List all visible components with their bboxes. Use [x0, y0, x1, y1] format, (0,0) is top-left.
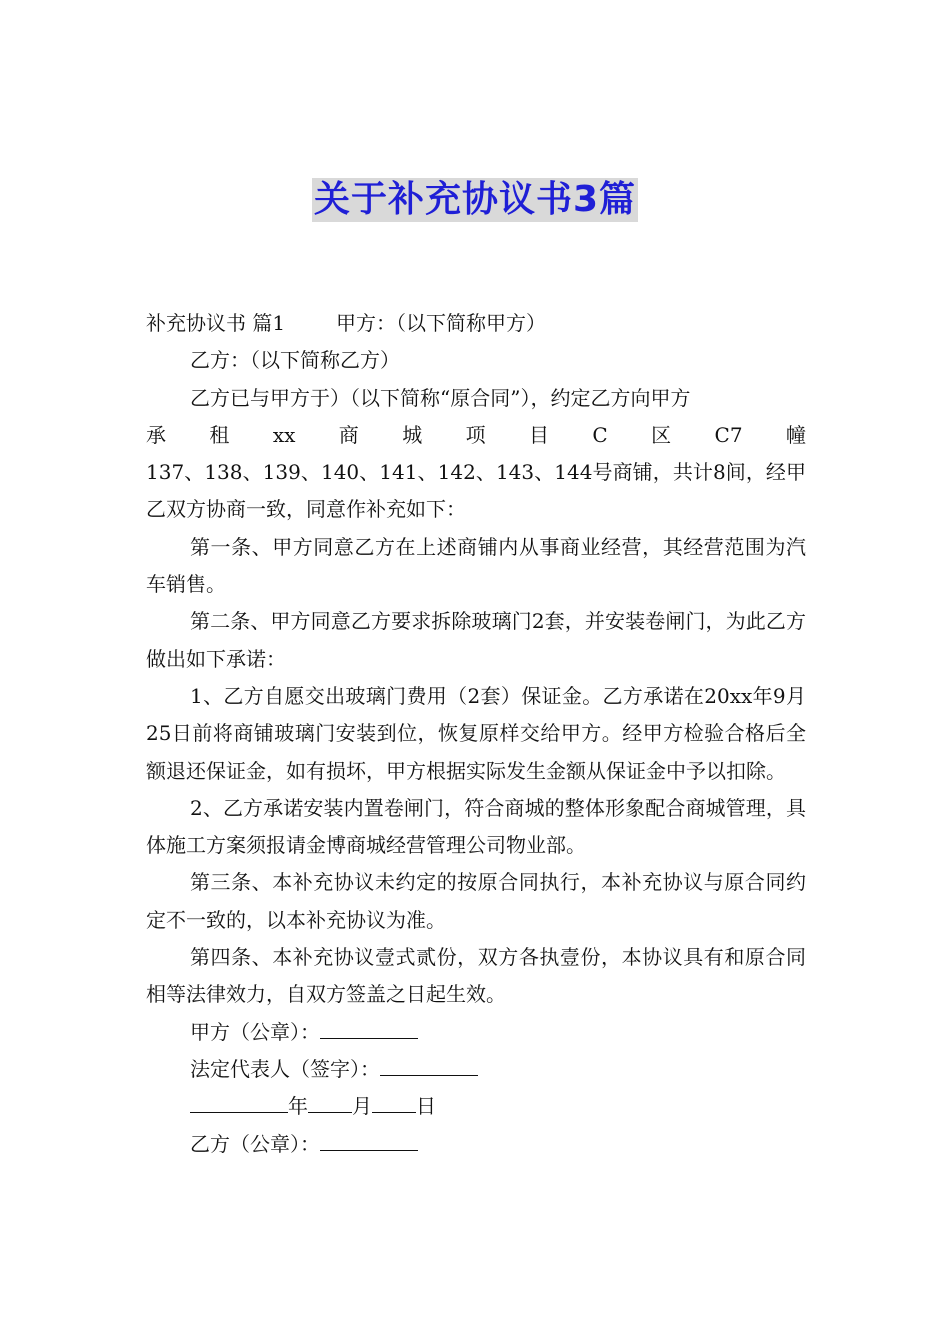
article-2: 第二条、甲方同意乙方要求拆除玻璃门2套，并安装卷闸门，为此乙方做出如下承诺：	[146, 609, 806, 671]
legal-rep-label: 法定代表人（签字）：	[190, 1056, 380, 1081]
party-a-line: 甲方：（以下简称甲方）	[335, 311, 546, 335]
intro-spread-word: 租	[209, 422, 230, 447]
agreement-label: 补充协议书 篇1	[146, 311, 286, 335]
intro-spread-word: 城	[402, 422, 423, 447]
year-blank[interactable]	[190, 1090, 288, 1113]
party-a-seal-label: 甲方（公章）：	[190, 1019, 320, 1044]
title-container	[0, 178, 950, 222]
legal-rep-blank[interactable]	[380, 1053, 478, 1076]
intro-spread-word: 项	[465, 422, 486, 447]
party-a-seal-blank[interactable]	[320, 1016, 418, 1039]
day-label: 日	[416, 1094, 436, 1119]
date-line	[146, 1088, 806, 1125]
intro-spread-word: 幢	[785, 422, 806, 447]
intro-spread-word: C7	[714, 422, 743, 447]
article-2-item-1: 1、乙方自愿交出玻璃门费用（2套）保证金。乙方承诺在20xx年9月25日前将商铺玻璃门安装到位，恢复原样交给甲方。经甲方检验合格后全额退还保证金，如有损坏，甲方根据实际发生金额从保证金中予以扣除。	[146, 683, 806, 783]
party-b-line: 乙方：（以下简称乙方）	[190, 348, 400, 373]
article-3: 第三条、本补充协议未约定的按原合同执行，本补充协议与原合同约定不一致的，以本补充协议为准。	[146, 870, 806, 932]
article-4: 第四条、本补充协议壹式贰份，双方各执壹份，本协议具有和原合同相等法律效力，自双方签盖之日起生效。	[146, 945, 806, 1007]
intro-spread-line	[146, 417, 806, 454]
document-title: 关于补充协议书3篇	[313, 179, 637, 220]
party-b-seal-blank[interactable]	[320, 1128, 418, 1151]
heading-line	[146, 305, 806, 342]
intro-spread-word: C	[592, 422, 608, 447]
year-label: 年	[288, 1094, 308, 1119]
article-2-item-2: 2、乙方承诺安装内置卷闸门，符合商城的整体形象配合商城管理，具体施工方案须报请金博商城经营管理公司物业部。	[146, 795, 806, 858]
intro-spread-word: xx	[272, 422, 296, 447]
intro-spread-word: 目	[529, 422, 549, 447]
day-blank[interactable]	[372, 1090, 416, 1113]
document-body	[146, 305, 806, 1163]
intro-paragraph-end: 137、138、139、140、141、142、143、144号商铺，共计8间，经甲乙双方协商一致，同意作补充如下：	[146, 460, 806, 522]
intro-spread-word: 承	[146, 422, 166, 447]
intro-paragraph-start: 乙方已与甲方于）（以下简称“原合同”），约定乙方向甲方	[190, 385, 691, 410]
party-b-seal-line	[146, 1126, 806, 1163]
month-blank[interactable]	[308, 1090, 352, 1113]
party-a-seal-line	[146, 1014, 806, 1051]
legal-rep-line	[146, 1051, 806, 1088]
intro-spread-word: 区	[651, 422, 672, 447]
party-b-seal-label: 乙方（公章）：	[190, 1131, 320, 1156]
intro-spread-word: 商	[338, 422, 359, 447]
article-1: 第一条、甲方同意乙方在上述商铺内从事商业经营，其经营范围为汽车销售。	[146, 534, 806, 597]
month-label: 月	[352, 1094, 372, 1119]
